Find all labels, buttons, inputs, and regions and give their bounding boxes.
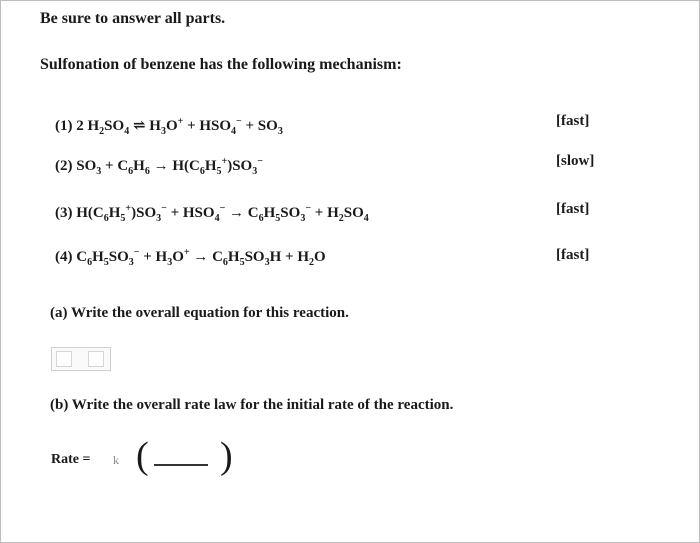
part-b-question: (b) Write the overall rate law for the initial rate of the reaction. [50,397,454,413]
step-1-rate-tag: [fast] [556,113,590,129]
instruction-text: Be sure to answer all parts. [40,10,226,27]
rate-label: Rate = [51,452,91,467]
mechanism-step-3: (3) $H(C_6H_5^+)SO_3^- + HSO_4^- \to C_6H_5SO_3^- + H_2SO_4$ [55,203,369,224]
mechanism-prompt: Sulfonation of benzene has the following mechanism: [40,56,402,73]
step-4-rate-tag: [fast] [556,247,590,263]
open-paren: ( [136,435,149,477]
rate-constant-input[interactable]: k [113,453,119,467]
overall-equation-input[interactable] [51,347,111,371]
concentration-input[interactable] [154,464,208,469]
step-3-rate-tag: [fast] [556,201,590,217]
mechanism-step-1: (1) 2 $H_2SO_4$ ⇌ $H_3O^+ + HSO_4^- + SO_3$ [55,116,283,137]
equation-slot-right[interactable] [88,351,104,367]
step-2-rate-tag: [slow] [556,153,595,169]
part-a-question: (a) Write the overall equation for this reaction. [50,305,349,321]
mechanism-step-2: (2) $SO_3 + C_6H_6 \to H(C_6H_5^+)SO_3^-$ [55,156,263,177]
equation-slot-left[interactable] [56,351,72,367]
mechanism-step-4: (4) $C_6H_5SO_3^- + H_3O^+ \to C_6H_5SO_3H + H_2O$ [55,247,326,268]
close-paren: ) [220,435,233,477]
